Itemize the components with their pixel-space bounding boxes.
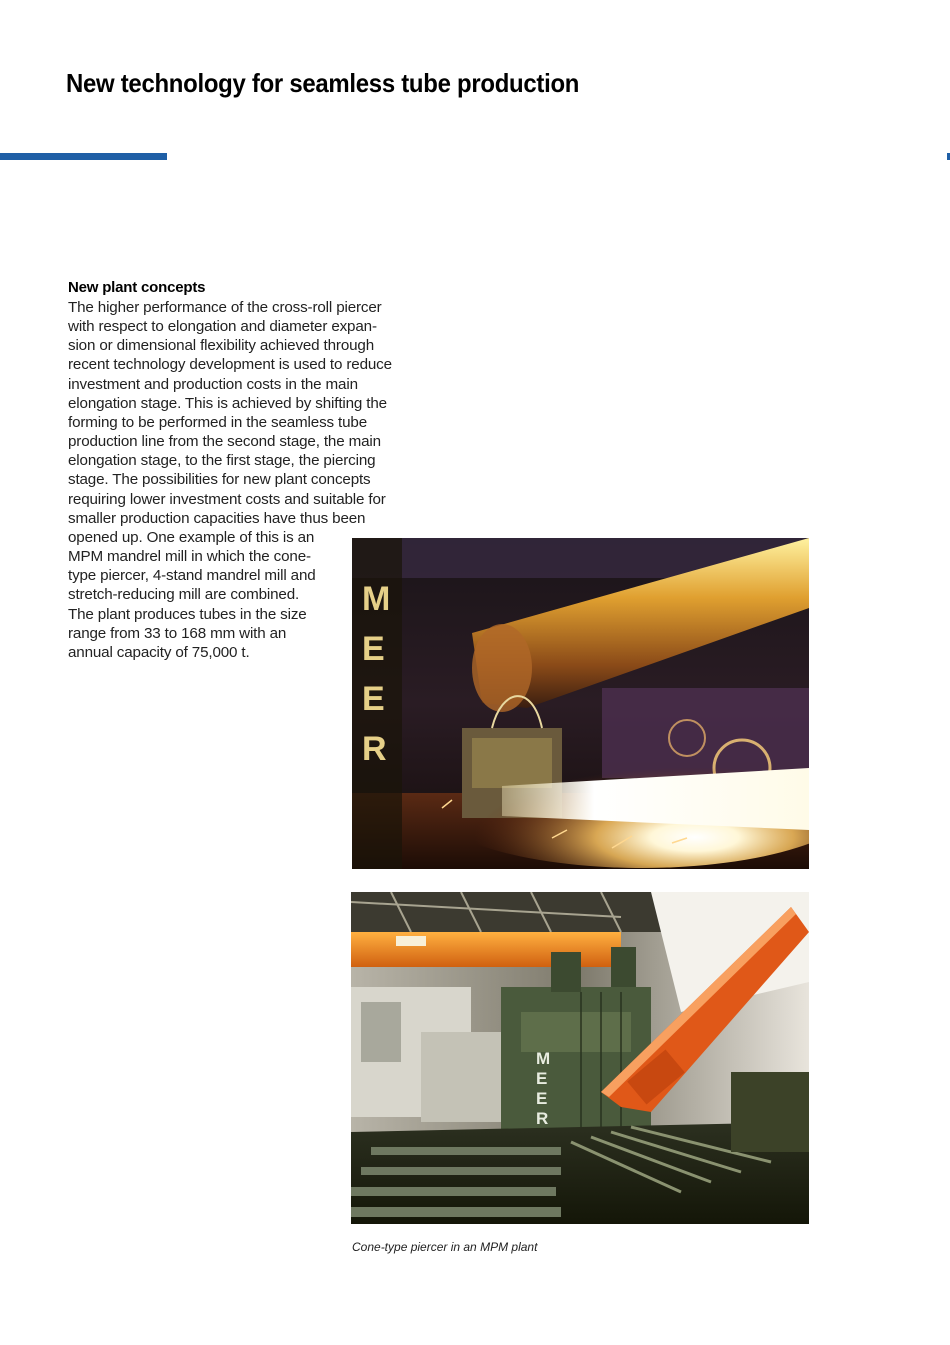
body-line: The higher performance of the cross-roll piercer bbox=[68, 299, 382, 316]
meer-letter-7: E bbox=[536, 1089, 548, 1108]
body-line: forming to be performed in the seamless tube bbox=[68, 413, 367, 431]
accent-bar bbox=[0, 153, 167, 160]
body-line: opened up. One example of this is an bbox=[68, 528, 315, 546]
body-line: The plant produces tubes in the size bbox=[68, 605, 307, 623]
piercer-hot-tube-photo bbox=[352, 538, 809, 869]
body-line: elongation stage. This is achieved by shifting the bbox=[68, 394, 387, 412]
meer-letter-4: R bbox=[362, 730, 387, 768]
meer-letter-6: E bbox=[536, 1069, 548, 1088]
body-line: with respect to elongation and diameter expan- bbox=[68, 318, 377, 336]
body-line: sion or dimensional flexibility achieved through bbox=[68, 337, 375, 355]
meer-letter-1: M bbox=[362, 580, 391, 618]
mpm-plant-image bbox=[351, 892, 809, 1224]
body-line: elongation stage, to the first stage, the piercing bbox=[68, 452, 376, 470]
body-line: requiring lower investment costs and suitable for bbox=[68, 490, 386, 508]
meer-letter-8: R bbox=[536, 1109, 549, 1128]
body-line: type piercer, 4-stand mandrel mill and bbox=[68, 567, 316, 585]
section-heading: New plant concepts bbox=[68, 279, 206, 296]
page-title: New technology for seamless tube production bbox=[66, 68, 580, 98]
body-line: recent technology development is used to reduce bbox=[68, 356, 392, 374]
body-line: annual capacity of 75,000 t. bbox=[68, 643, 250, 661]
body-line: investment and production costs in the main bbox=[68, 375, 358, 393]
body-line: MPM mandrel mill in which the cone- bbox=[68, 548, 311, 566]
photo-caption: Cone-type piercer in an MPM plant bbox=[352, 1240, 538, 1254]
meer-letter-5: M bbox=[536, 1049, 551, 1068]
meer-letter-3: E bbox=[362, 680, 385, 718]
meer-letter-2: E bbox=[362, 630, 385, 668]
piercer-hot-tube-image bbox=[352, 538, 809, 869]
body-line: range from 33 to 168 mm with an bbox=[68, 624, 287, 642]
mpm-plant-photo bbox=[351, 892, 809, 1224]
body-line: production line from the second stage, the main bbox=[68, 433, 381, 451]
body-line: smaller production capacities have thus been bbox=[68, 509, 366, 527]
body-text bbox=[68, 298, 392, 662]
body-line: stretch-reducing mill are combined. bbox=[68, 586, 300, 604]
body-line: stage. The possibilities for new plant concepts bbox=[68, 471, 371, 489]
